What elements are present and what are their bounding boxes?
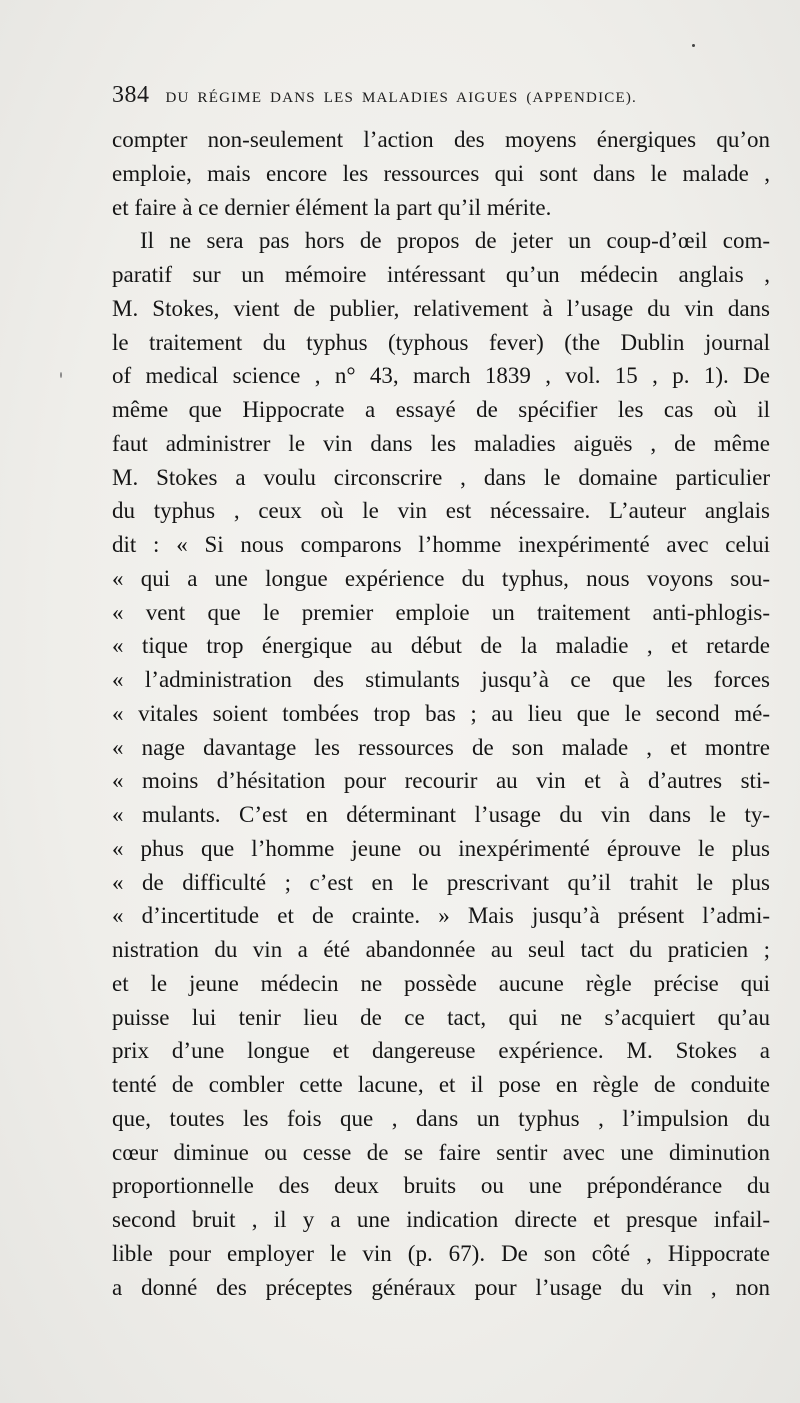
paper-speck (692, 44, 695, 47)
quote-line: « phus que l’homme jeune ou inexpérimenté éprouve le plus (112, 835, 770, 861)
text-line: a donné des préceptes généraux pour l’usage du vin , non (112, 1274, 770, 1300)
quote-line: « qui a une longue expérience du typhus, nous voyons sou- (112, 565, 770, 591)
quote-line: « d’incertitude et de crainte. » Mais jusqu’à présent l’admi- (112, 903, 770, 929)
page-header (112, 82, 772, 109)
text-line: le traitement du typhus (typhous fever) (the Dublin journal (112, 329, 770, 355)
quote-line: « l’administration des stimulants jusqu’à ce que les forces (112, 667, 770, 692)
text-line: lible pour employer le vin (p. 67). De son côté , Hippocrate (112, 1240, 770, 1266)
text-line: cœur diminue ou cesse de se faire sentir avec une diminution (112, 1139, 770, 1165)
text-line: du typhus , ceux où le vin est nécessaire. L’auteur anglais (112, 498, 770, 524)
text-line: dit : « Si nous comparons l’homme inexpérimenté avec celui (112, 532, 770, 557)
text-line: et faire à ce dernier élément la part qu’il mérite. (112, 194, 552, 220)
quote-line: « mulants. C’est en déterminant l’usage du vin dans le ty- (112, 802, 770, 827)
running-head: DU RÉGIME DANS LES MALADIES AIGUES (APPENDICE). (165, 90, 637, 106)
text-line: M. Stokes a voulu circonscrire , dans le domaine particulier (112, 464, 770, 490)
text-line: paratif sur un mémoire intéressant qu’un médecin anglais , (112, 262, 770, 287)
paper-speck (60, 372, 62, 378)
paragraph-first-line: Il ne sera pas hors de propos de jeter un coup-d’œil com- (140, 228, 770, 254)
quote-line: « moins d’hésitation pour recourir au vin et à d’autres sti- (112, 768, 770, 794)
text-line: M. Stokes, vient de publier, relativement à l’usage du vin dans (112, 295, 770, 321)
quote-line: « de difficulté ; c’est en le prescrivant qu’il trahit le plus (112, 869, 770, 895)
text-line: tenté de combler cette lacune, et il pose en règle de conduite (112, 1072, 770, 1097)
quote-line: « tique trop énergique au début de la maladie , et retarde (112, 633, 770, 659)
text-line: emploie, mais encore les ressources qui sont dans le malade , (112, 160, 770, 186)
quote-line: « nage davantage les ressources de son malade , et montre (112, 734, 770, 760)
quote-line: « vent que le premier emploie un traitement anti-phlogis- (112, 599, 770, 625)
text-line: et le jeune médecin ne possède aucune règle précise qui (112, 970, 770, 996)
text-line: faut administrer le vin dans les maladies aiguës , de même (112, 430, 770, 456)
quote-line: « vitales soient tombées trop bas ; au lieu que le second mé- (112, 700, 770, 726)
text-line: proportionnelle des deux bruits ou une prépondérance du (112, 1173, 770, 1199)
text-line: second bruit , il y a une indication directe et presque infail- (112, 1207, 770, 1232)
text-line: of medical science , n° 43, march 1839 , vol. 15 , p. 1). De (112, 363, 770, 389)
text-line: puisse lui tenir lieu de ce tact, qui ne s’acquiert qu’au (112, 1004, 770, 1030)
page-number: 384 (112, 82, 150, 108)
text-line: nistration du vin a été abandonnée au seul tact du praticien ; (112, 937, 770, 962)
text-line: prix d’une longue et dangereuse expérience. M. Stokes a (112, 1038, 770, 1064)
body-text (112, 123, 770, 1304)
text-line: même que Hippocrate a essayé de spécifier les cas où il (112, 397, 770, 422)
text-line: que, toutes les fois que , dans un typhus , l’impulsion du (112, 1105, 770, 1131)
text-line: compter non-seulement l’action des moyens énergiques qu’on (112, 127, 770, 152)
